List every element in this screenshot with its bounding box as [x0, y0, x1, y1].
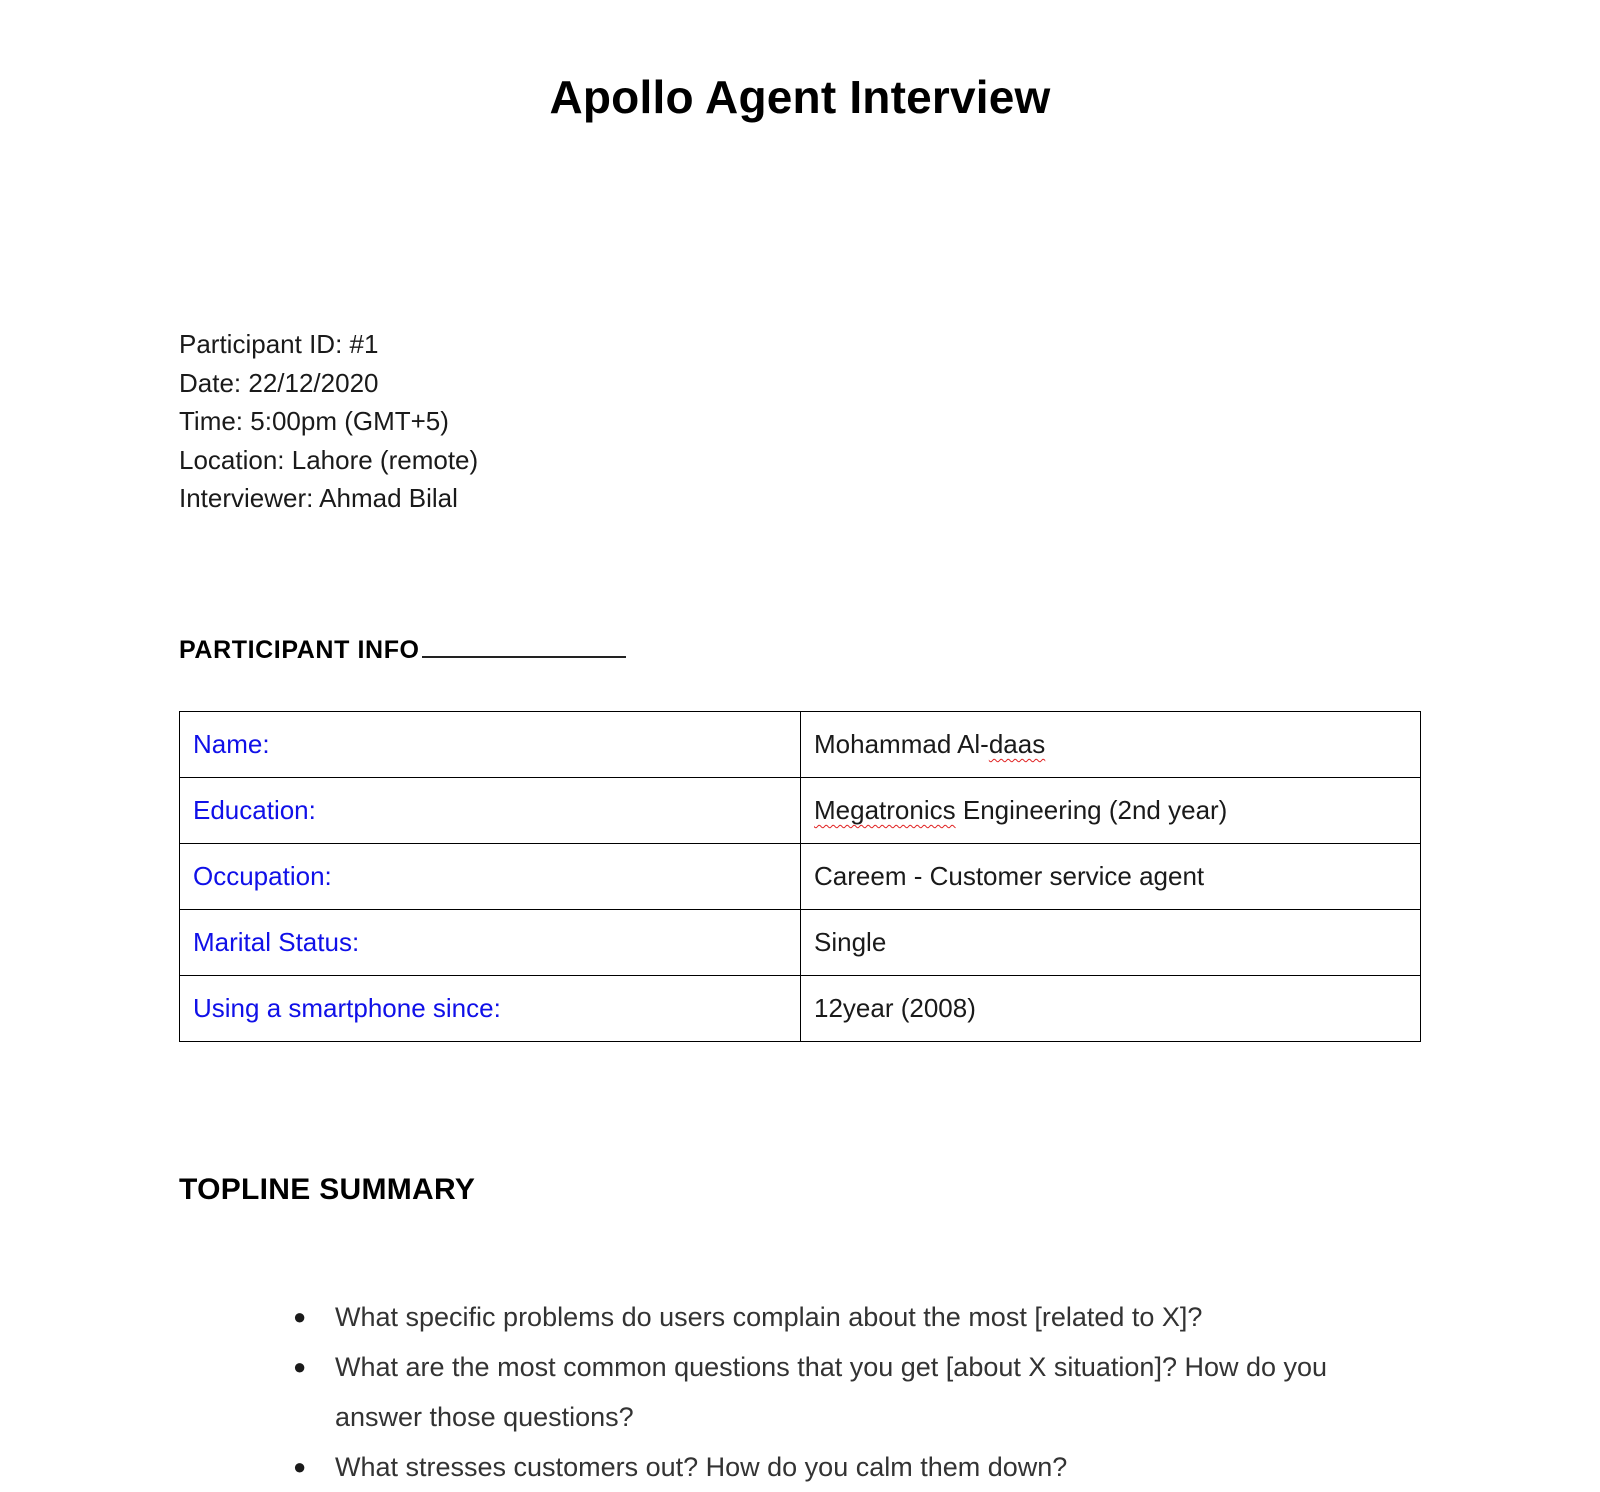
- question-text: What specific problems do users complain about the most [related to X]?: [335, 1302, 1203, 1332]
- participant-info-heading: [179, 636, 626, 665]
- info-label: Education:: [180, 778, 801, 844]
- list-item: [265, 1342, 1415, 1442]
- interview-time: Time: 5:00pm (GMT+5): [179, 406, 449, 436]
- heading-underline-rule: [422, 655, 626, 658]
- list-item: [265, 1442, 1415, 1492]
- topline-summary-heading: TOPLINE SUMMARY: [179, 1173, 476, 1206]
- list-item: [265, 1292, 1415, 1342]
- info-label: Marital Status:: [180, 910, 801, 976]
- info-label: Name:: [180, 712, 801, 778]
- table-row: [180, 844, 1421, 910]
- info-value-text: Mohammad Al-: [814, 729, 989, 759]
- participant-info-heading-text: PARTICIPANT INFO: [179, 636, 420, 664]
- info-value: Careem - Customer service agent: [801, 844, 1421, 910]
- question-text: What are the most common questions that you get [about X situation]? How do you answer those questions?: [335, 1352, 1328, 1432]
- table-row: [180, 976, 1421, 1042]
- table-row: [180, 778, 1421, 844]
- question-text: What stresses customers out? How do you calm them down?: [335, 1452, 1068, 1482]
- info-value-text: Engineering (2nd year): [955, 795, 1228, 825]
- interview-date: Date: 22/12/2020: [179, 367, 379, 398]
- document-title: Apollo Agent Interview: [549, 71, 1051, 123]
- info-label: Using a smartphone since:: [180, 976, 801, 1042]
- interviewer: Interviewer: Ahmad Bilal: [179, 483, 458, 513]
- interview-location: Location: Lahore (remote): [179, 444, 479, 475]
- participant-info-table: [179, 711, 1421, 1042]
- bullet-icon: ●: [293, 1454, 307, 1479]
- spellcheck-flagged-word[interactable]: Megatronics: [814, 795, 956, 825]
- spellcheck-flagged-word[interactable]: daas: [988, 729, 1046, 759]
- table-row: [180, 910, 1421, 976]
- info-label: Occupation:: [180, 844, 801, 910]
- info-value: [801, 778, 1421, 844]
- info-value: Single: [801, 910, 1421, 976]
- bullet-icon: ●: [293, 1354, 307, 1379]
- table-row: [180, 712, 1421, 778]
- bullet-icon: ●: [293, 1304, 307, 1329]
- info-value: 12year (2008): [801, 976, 1421, 1042]
- participant-id: Participant ID: #1: [179, 329, 379, 359]
- interview-metadata: [179, 325, 478, 518]
- summary-question-list: [265, 1292, 1415, 1492]
- info-value: [801, 712, 1421, 778]
